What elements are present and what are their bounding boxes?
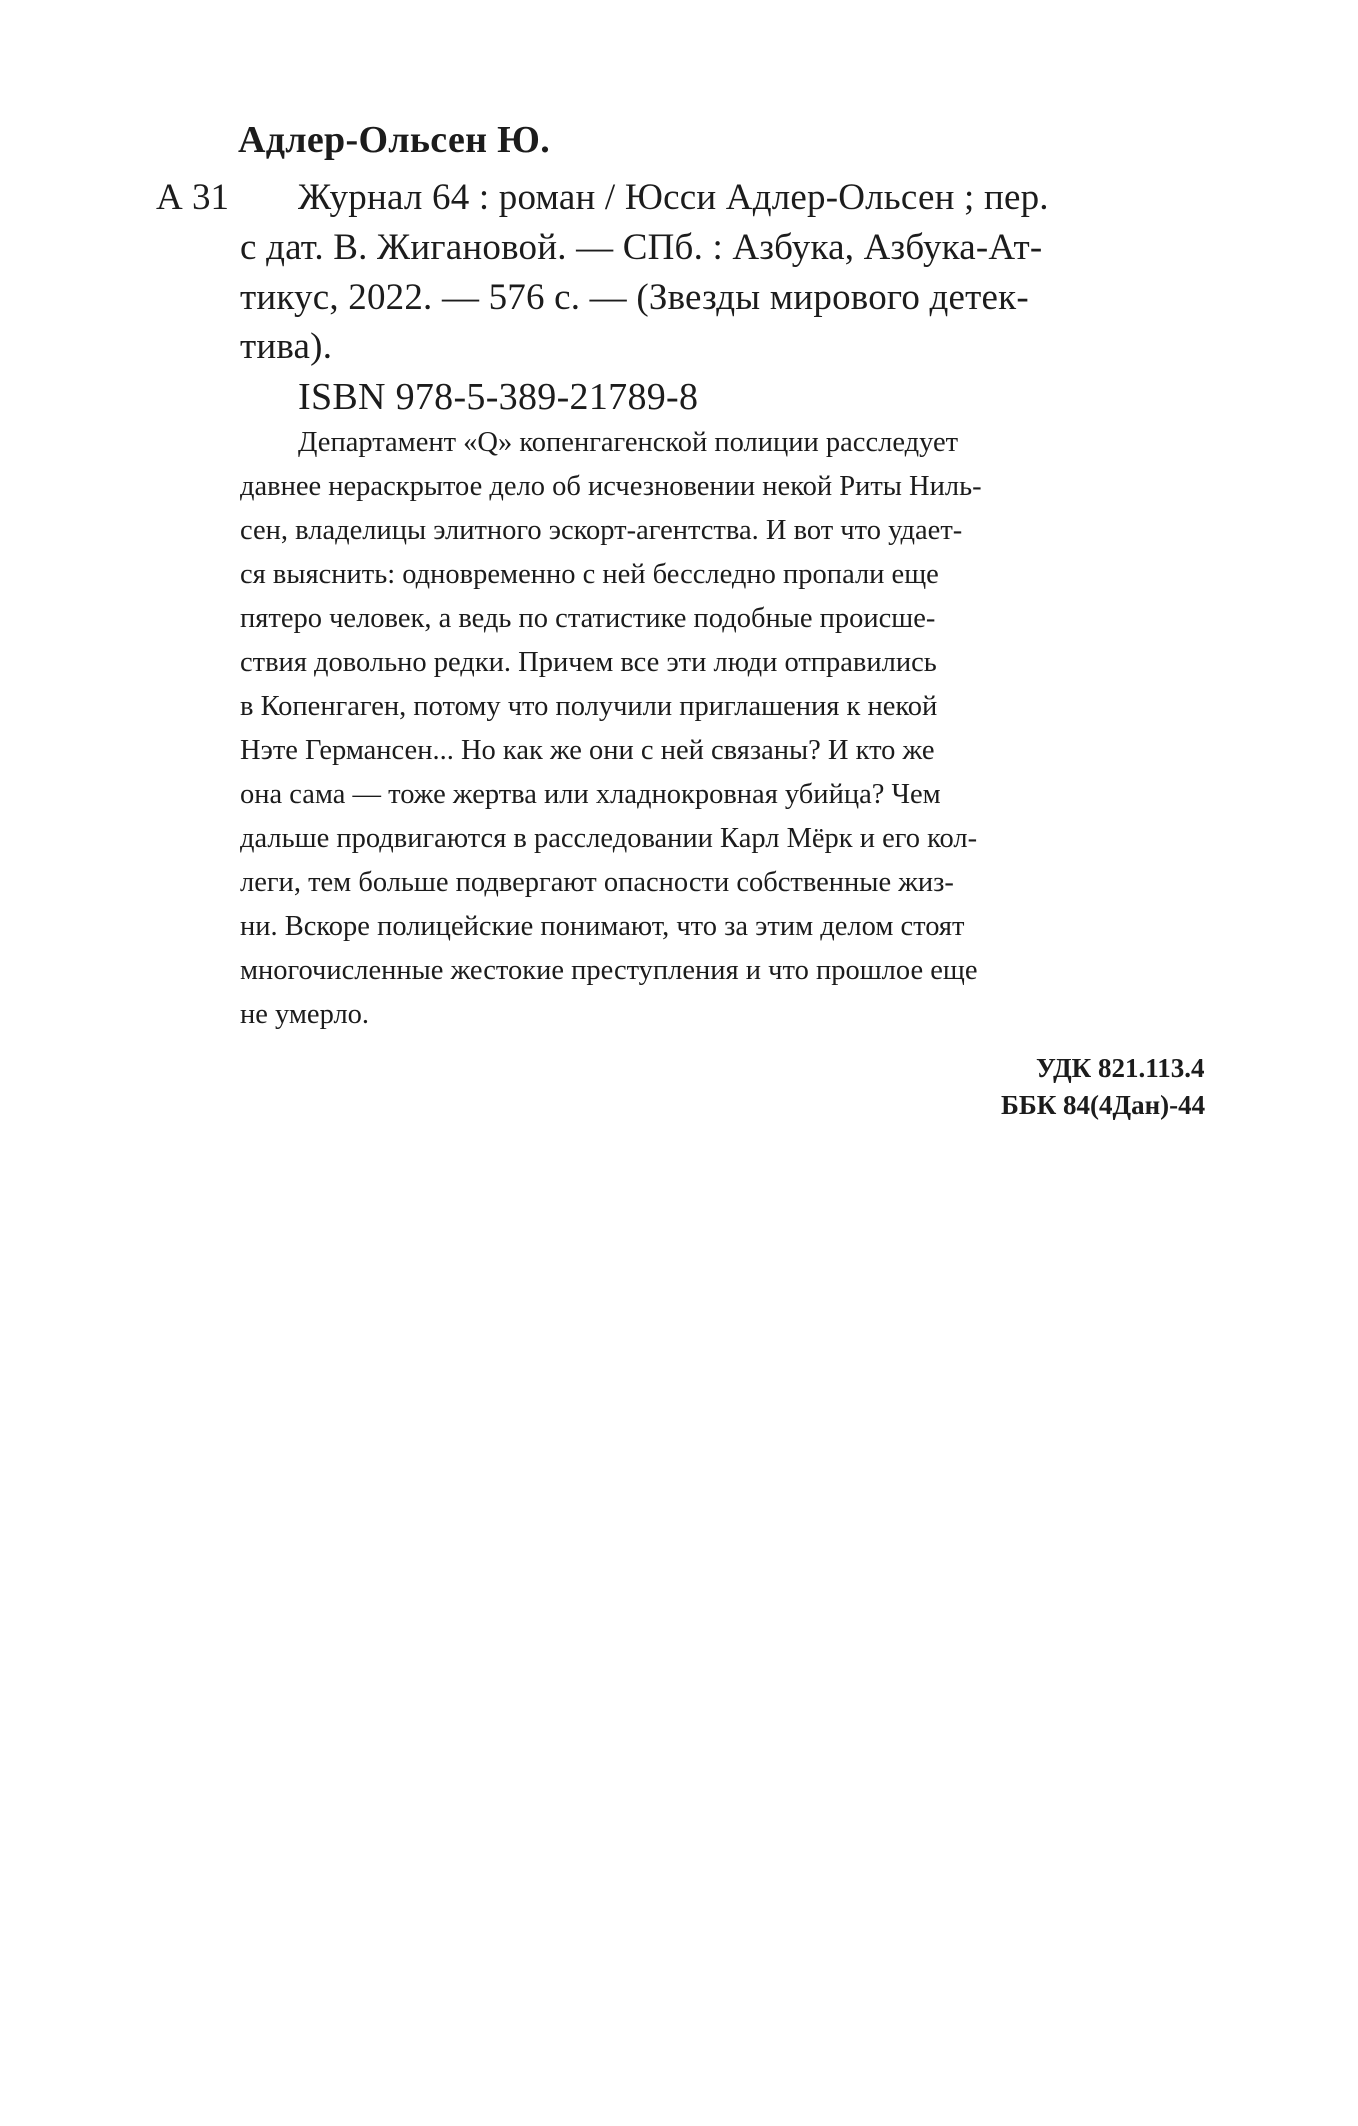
bbk-code: ББК 84(4Дан)-44 [1001,1090,1206,1120]
abstract-line: не умерло. [240,999,370,1030]
isbn: ISBN 978-5-389-21789-8 [298,376,699,418]
abstract-line: сен, владелицы элитного эскорт-агентства. И вот что удает- [240,515,963,546]
abstract-line: Нэте Германсен... Но как же они с ней связаны? И кто же [240,735,935,766]
abstract-line: Департамент «Q» копенгагенской полиции расследует [298,427,959,458]
abstract-line: леги, тем больше подвергают опасности собственные жиз- [240,867,954,898]
abstract-line: многочисленные жестокие преступления и что прошлое еще [240,955,978,986]
abstract-line: дальше продвигаются в расследовании Карл Мёрк и его кол- [240,823,978,854]
abstract-line: пятеро человек, а ведь по статистике подобные происше- [240,603,936,634]
author-mark: А 31 [156,177,229,218]
biblio-line-1: Журнал 64 : роман / Юсси Адлер-Ольсен ; пер. [298,177,1049,218]
biblio-line-3: тикус, 2022. — 576 с. — (Звезды мирового детек- [240,277,1029,318]
abstract-line: она сама — тоже жертва или хладнокровная убийца? Чем [240,779,941,810]
abstract-line: ствия довольно редки. Причем все эти люди отправились [240,647,937,678]
abstract-line: давнее нераскрытое дело об исчезновении некой Риты Ниль- [240,471,982,502]
abstract-line: в Копенгаген, потому что получили приглашения к некой [240,691,938,722]
biblio-line-4: тива). [240,326,333,367]
udk-code: УДК 821.113.4 [1036,1053,1205,1083]
abstract-line: ни. Вскоре полицейские понимают, что за этим делом стоят [240,911,965,942]
author-heading: Адлер-Ольсен Ю. [238,119,550,161]
abstract-line: ся выяснить: одновременно с ней бесследно пропали еще [240,559,939,590]
biblio-line-2: с дат. В. Жигановой. — СПб. : Азбука, Азбука-Ат- [240,227,1043,268]
